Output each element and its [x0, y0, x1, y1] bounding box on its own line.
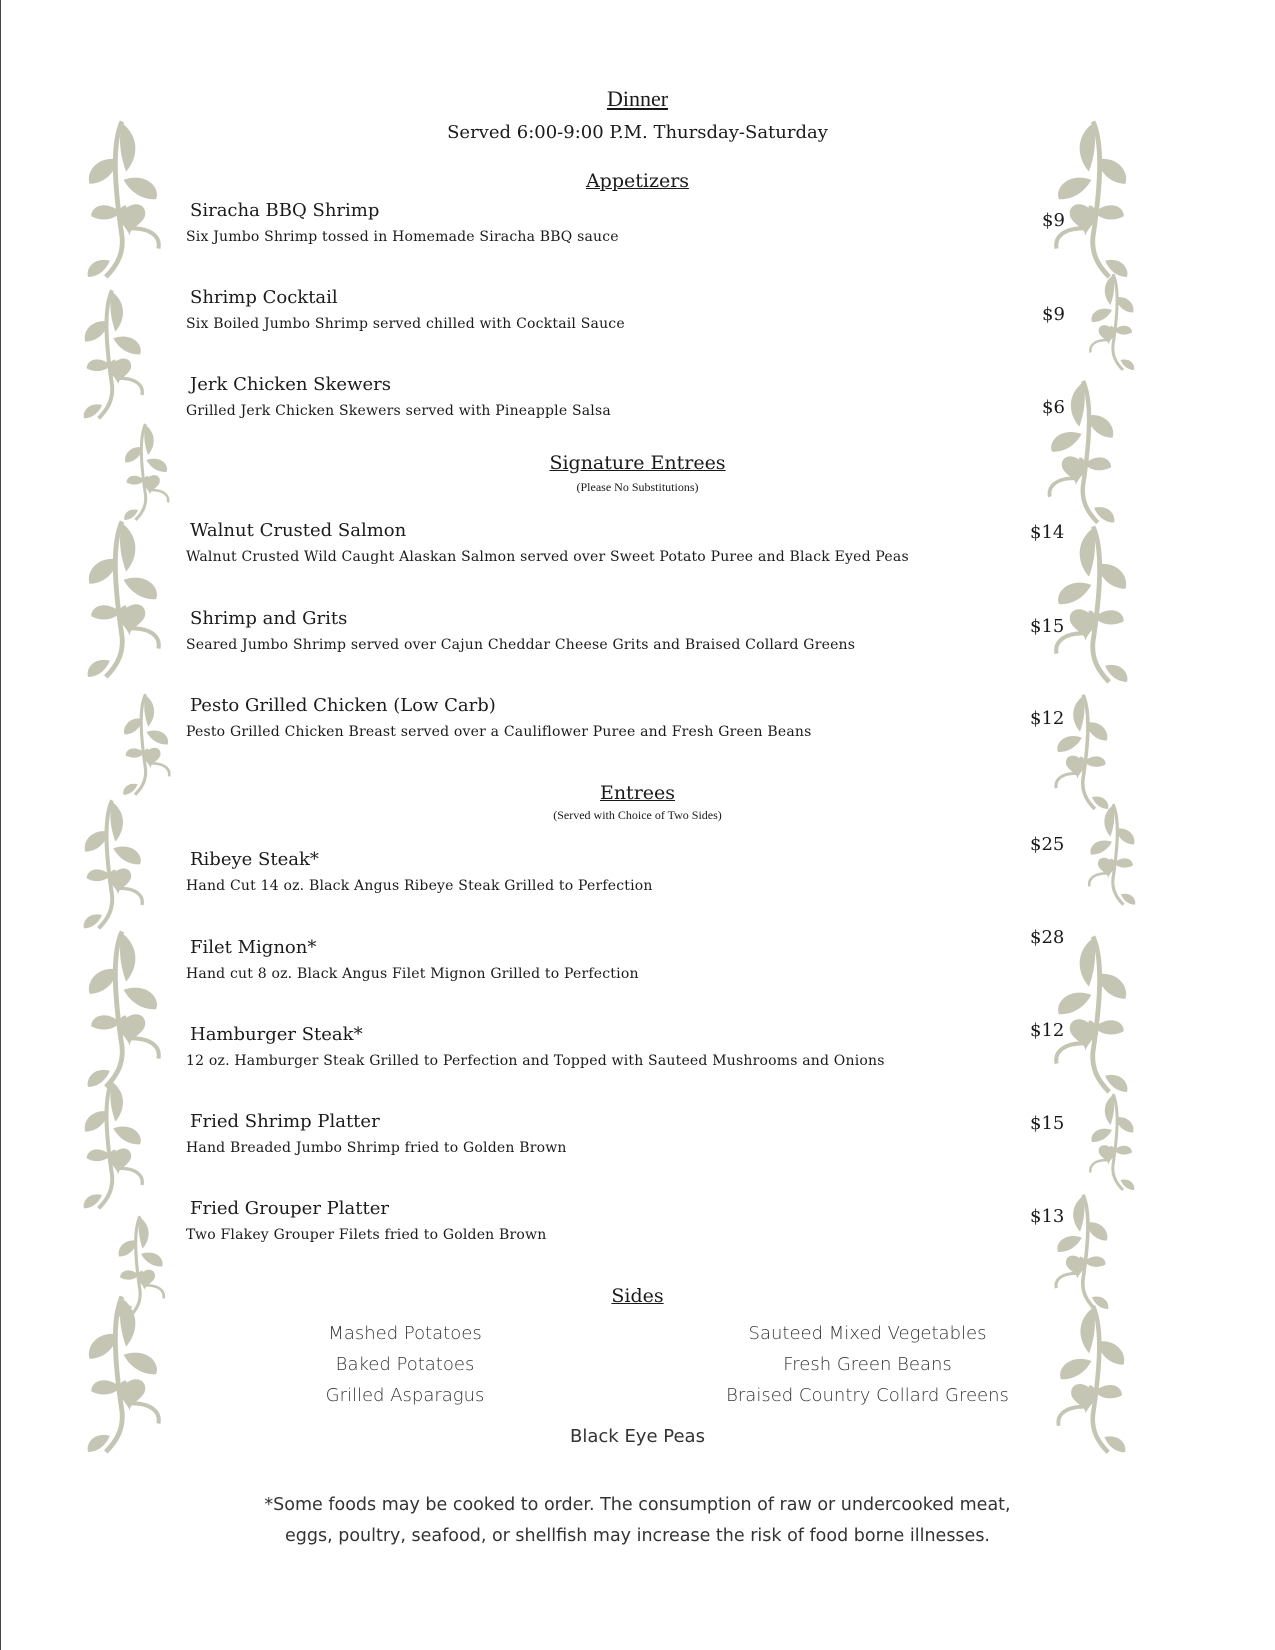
- item-price: $9: [1042, 210, 1065, 231]
- menu-title: Dinner: [606, 86, 669, 111]
- item-price: $15: [1030, 616, 1065, 637]
- floral-heart-ornament: [1043, 520, 1143, 690]
- item-description: Seared Jumbo Shrimp served over Cajun Cheddar Cheese Grits and Braised Collard Greens: [186, 637, 856, 653]
- item-description: Six Boiled Jumbo Shrimp served chilled with Cocktail Sauce: [186, 316, 625, 332]
- item-description: Walnut Crusted Wild Caught Alaskan Salmon served over Sweet Potato Puree and Black Eyed Peas: [186, 549, 909, 565]
- item-price: $15: [1030, 1113, 1065, 1134]
- side-item: Mashed Potatoes: [328, 1323, 482, 1344]
- side-item: Black Eye Peas: [570, 1426, 705, 1447]
- menu-item: [186, 608, 1006, 655]
- menu-item: [186, 695, 1006, 742]
- item-name: Siracha BBQ Shrimp: [190, 200, 380, 221]
- item-name: Fried Shrimp Platter: [190, 1111, 380, 1132]
- floral-heart-ornament: [72, 1075, 152, 1215]
- item-price: $14: [1030, 522, 1065, 543]
- floral-heart-ornament: [1083, 1090, 1143, 1195]
- item-price: $28: [1030, 927, 1065, 948]
- side-item: Baked Potatoes: [335, 1354, 475, 1375]
- item-name: Hamburger Steak*: [190, 1024, 363, 1045]
- item-description: Pesto Grilled Chicken Breast served over a Cauliflower Puree and Fresh Green Beans: [186, 724, 812, 740]
- item-price: $25: [1030, 834, 1065, 855]
- appetizers-heading: Appetizers: [585, 170, 690, 192]
- signature-entrees-heading: Signature Entrees: [549, 452, 726, 474]
- item-description: Hand Breaded Jumbo Shrimp fried to Golden Brown: [186, 1140, 567, 1156]
- side-item: Fresh Green Beans: [783, 1354, 952, 1375]
- menu-item: [186, 937, 1006, 984]
- item-description: Hand cut 8 oz. Black Angus Filet Mignon Grilled to Perfection: [186, 966, 639, 982]
- floral-heart-ornament: [1083, 270, 1143, 375]
- menu-item: [186, 520, 1006, 567]
- side-item: Sauteed Mixed Vegetables: [748, 1323, 987, 1344]
- menu-item: [186, 1198, 1006, 1245]
- item-name: Jerk Chicken Skewers: [190, 374, 391, 395]
- item-name: Walnut Crusted Salmon: [190, 520, 407, 541]
- item-description: Grilled Jerk Chicken Skewers served with Pineapple Salsa: [186, 403, 611, 419]
- sides-right-column: [700, 1318, 1035, 1411]
- disclaimer-line: *Some foods may be cooked to order. The consumption of raw or undercooked meat,: [264, 1495, 1011, 1515]
- item-name: Shrimp Cocktail: [190, 287, 338, 308]
- entrees-heading: Entrees: [599, 782, 676, 804]
- item-description: 12 oz. Hamburger Steak Grilled to Perfection and Topped with Sauteed Mushrooms and Onions: [186, 1053, 885, 1069]
- item-name: Ribeye Steak*: [190, 849, 319, 870]
- item-name: Filet Mignon*: [190, 937, 317, 958]
- entrees-note: (Served with Choice of Two Sides): [553, 808, 722, 822]
- item-name: Pesto Grilled Chicken (Low Carb): [190, 695, 496, 716]
- page-edge: [0, 0, 1, 1650]
- item-name: Shrimp and Grits: [190, 608, 348, 629]
- floral-heart-ornament: [1043, 930, 1143, 1100]
- item-name: Fried Grouper Platter: [190, 1198, 389, 1219]
- item-price: $9: [1042, 304, 1065, 325]
- disclaimer-line: eggs, poultry, seafood, or shellfish may increase the risk of food borne illnesses.: [285, 1526, 990, 1546]
- item-description: Two Flakey Grouper Filets fried to Golden Brown: [186, 1227, 547, 1243]
- food-safety-disclaimer: [200, 1490, 1075, 1552]
- menu-item: [186, 287, 1006, 334]
- menu-item: [186, 1111, 1006, 1158]
- floral-heart-ornament: [72, 515, 172, 685]
- side-item: Grilled Asparagus: [325, 1385, 485, 1406]
- sides-left-column: [280, 1318, 530, 1411]
- item-description: Six Jumbo Shrimp tossed in Homemade Siracha BBQ sauce: [186, 229, 619, 245]
- service-hours: Served 6:00-9:00 P.M. Thursday-Saturday: [447, 122, 828, 143]
- item-price: $12: [1030, 708, 1065, 729]
- menu-item: [186, 200, 1006, 247]
- item-price: $13: [1030, 1206, 1065, 1227]
- sides-heading: Sides: [611, 1285, 664, 1307]
- signature-entrees-note: (Please No Substitutions): [576, 480, 699, 494]
- menu-item: [186, 1024, 1006, 1071]
- item-price: $12: [1030, 1020, 1065, 1041]
- item-price: $6: [1042, 397, 1065, 418]
- menu-item: [186, 374, 1006, 421]
- floral-heart-ornament: [72, 285, 152, 425]
- item-description: Hand Cut 14 oz. Black Angus Ribeye Steak Grilled to Perfection: [186, 878, 653, 894]
- menu-item: [186, 849, 1006, 896]
- floral-heart-ornament: [72, 925, 172, 1095]
- side-item: Braised Country Collard Greens: [726, 1385, 1009, 1406]
